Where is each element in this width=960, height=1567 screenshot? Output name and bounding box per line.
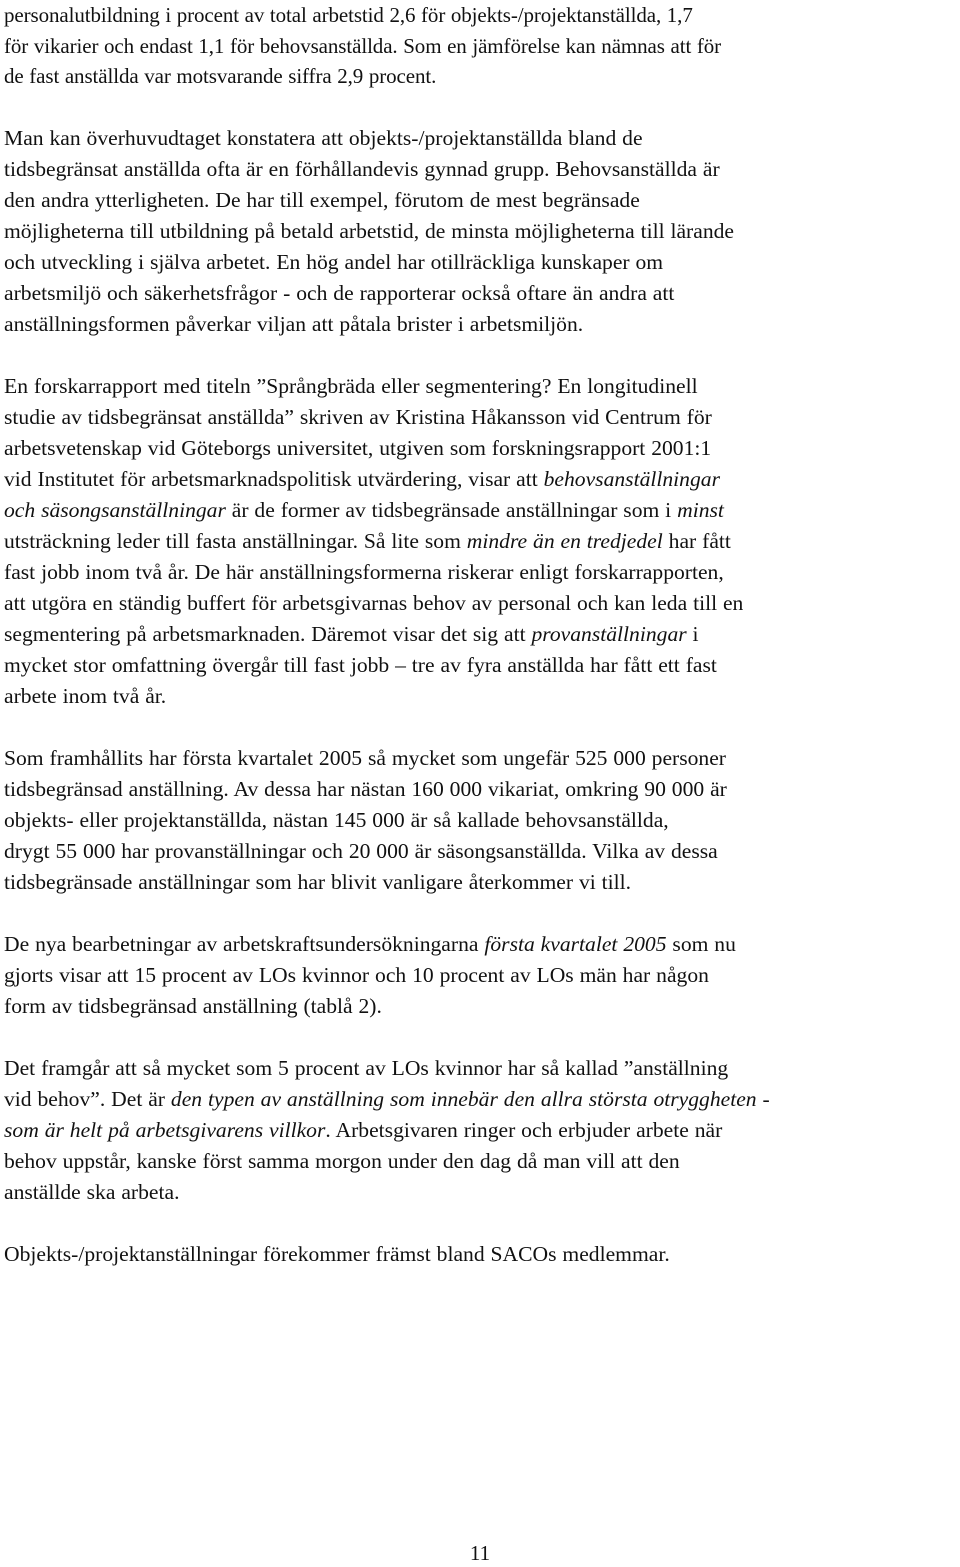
text-line: gjorts visar att 15 procent av LOs kvinnor och 10 procent av LOs män har någon (4, 962, 709, 987)
text-line: och utveckling i själva arbetet. En hög andel har otillräckliga kunskaper om (4, 249, 664, 274)
text-line: mycket stor omfattning övergår till fast jobb – tre av fyra anställda har fått ett fast (4, 652, 717, 677)
paragraph-gap (4, 898, 956, 929)
italic-emphasis: som är helt på arbetsgivarens villkor (4, 1117, 326, 1142)
text-line: arbete inom två år. (4, 683, 167, 708)
paragraph-7 (4, 1239, 956, 1270)
italic-emphasis: provanställningar (531, 621, 687, 646)
text-line: utsträckning leder till fasta anställningar. Så lite som mindre än en tredjedel har fått (4, 528, 731, 553)
text-line: personalutbildning i procent av total arbetstid 2,6 för objekts-/projektanställda, 1,7 (4, 3, 693, 27)
paragraph-5 (4, 929, 956, 1022)
paragraph-4 (4, 743, 956, 898)
text-line: En forskarrapport med titeln ”Språngbräda eller segmentering? En longitudinell (4, 373, 698, 398)
text-line: som är helt på arbetsgivarens villkor. Arbetsgivaren ringer och erbjuder arbete när (4, 1117, 723, 1142)
text-line: fast jobb inom två år. De här anställningsformerna riskerar enligt forskarrapporten, (4, 559, 724, 584)
text-line: anställningsformen påverkar viljan att påtala brister i arbetsmiljön. (4, 311, 584, 336)
italic-emphasis: behovsanställningar (543, 466, 720, 491)
text-line: den andra ytterligheten. De har till exempel, förutom de mest begränsade (4, 187, 640, 212)
text-line: behov uppstår, kanske först samma morgon under den dag då man vill att den (4, 1148, 680, 1173)
paragraph-gap (4, 712, 956, 743)
text-line: Det framgår att så mycket som 5 procent av LOs kvinnor har så kallad ”anställning (4, 1055, 729, 1080)
paragraph-gap (4, 1208, 956, 1239)
italic-emphasis: den typen av anställning som innebär den allra största otryggheten - (170, 1086, 770, 1111)
text-line: tidsbegränsad anställning. Av dessa har nästan 160 000 vikariat, omkring 90 000 är (4, 776, 727, 801)
paragraph-2 (4, 123, 956, 340)
text-line: Som framhållits har första kvartalet 2005 så mycket som ungefär 525 000 personer (4, 745, 726, 770)
paragraph-gap (4, 1022, 956, 1053)
page-number: 11 (469, 1541, 491, 1565)
paragraph-3 (4, 371, 956, 712)
text-line: Objekts-/projektanställningar förekommer främst bland SACOs medlemmar. (4, 1241, 670, 1266)
text-line: vid behov”. Det är den typen av anställning som innebär den allra största otryggheten - (4, 1086, 770, 1111)
text-line: Man kan överhuvudtaget konstatera att objekts-/projektanställda bland de (4, 125, 643, 150)
italic-emphasis: första kvartalet 2005 (484, 931, 667, 956)
italic-emphasis: minst (677, 497, 724, 522)
text-line: arbetsmiljö och säkerhetsfrågor - och de rapporterar också oftare än andra att (4, 280, 675, 305)
italic-emphasis: och säsongsanställningar (4, 497, 226, 522)
text-line: tidsbegränsat anställda ofta är en förhållandevis gynnad grupp. Behovsanställda är (4, 156, 720, 181)
paragraph-gap (4, 340, 956, 371)
text-line: arbetsvetenskap vid Göteborgs universitet, utgiven som forskningsrapport 2001:1 (4, 435, 712, 460)
text-line: studie av tidsbegränsat anställda” skriven av Kristina Håkansson vid Centrum för (4, 404, 712, 429)
text-line: vid Institutet för arbetsmarknadspolitisk utvärdering, visar att behovsanställningar (4, 466, 720, 491)
text-line: drygt 55 000 har provanställningar och 20 000 är säsongsanställda. Vilka av dessa (4, 838, 718, 863)
text-line: och säsongsanställningar är de former av tidsbegränsade anställningar som i minst (4, 497, 724, 522)
text-line: De nya bearbetningar av arbetskraftsundersökningarna första kvartalet 2005 som nu (4, 931, 736, 956)
document-body (4, 0, 956, 1270)
paragraph-6 (4, 1053, 956, 1208)
paragraph-gap (4, 92, 956, 123)
text-line: tidsbegränsade anställningar som har blivit vanligare återkommer vi till. (4, 869, 632, 894)
text-line: de fast anställda var motsvarande siffra 2,9 procent. (4, 64, 437, 88)
text-line: objekts- eller projektanställda, nästan 145 000 är så kallade behovsanställda, (4, 807, 669, 832)
text-line: möjligheterna till utbildning på betald arbetstid, de minsta möjligheterna till lärande (4, 218, 735, 243)
text-line: anställde ska arbeta. (4, 1179, 180, 1204)
text-line: att utgöra en ständig buffert för arbetsgivarnas behov av personal och kan leda till en (4, 590, 744, 615)
paragraph-1 (4, 0, 956, 92)
text-line: form av tidsbegränsad anställning (tablå 2). (4, 993, 382, 1018)
italic-emphasis: mindre än en tredjedel (466, 528, 663, 553)
text-line: för vikarier och endast 1,1 för behovsanställda. Som en jämförelse kan nämnas att för (4, 33, 722, 58)
text-line: segmentering på arbetsmarknaden. Däremot visar det sig att provanställningar i (4, 621, 699, 646)
